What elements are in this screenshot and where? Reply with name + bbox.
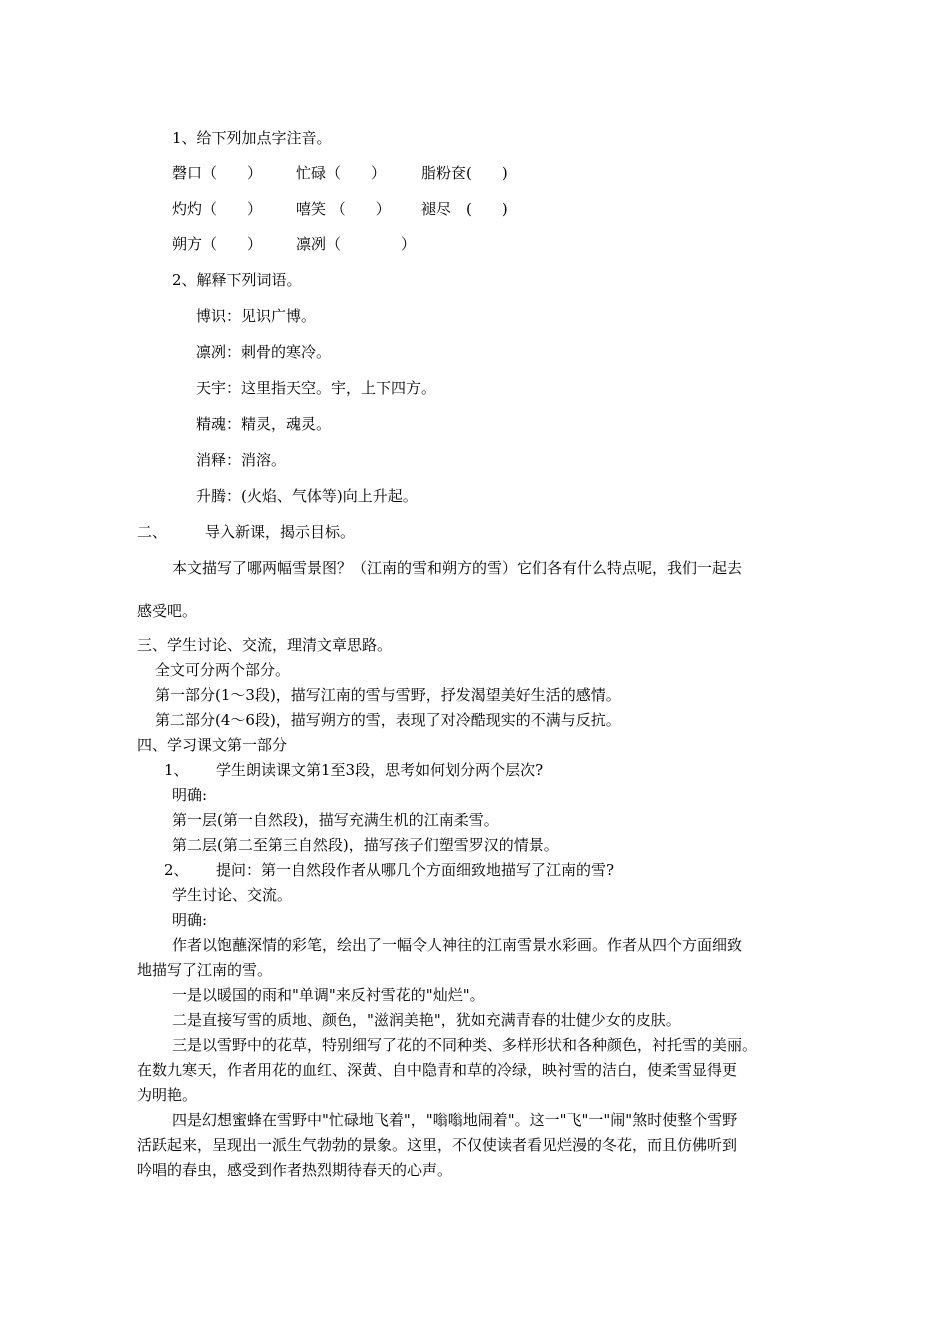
- definition-item: 博识：见识广博。: [196, 307, 317, 325]
- question-text: 学生朗读课文第1至3段，思考如何划分两个层次?: [216, 761, 544, 779]
- section-2-paragraph-line: 本文描写了哪两幅雪景图？（江南的雪和朔方的雪）它们各有什么特点呢，我们一起去: [172, 559, 743, 577]
- point-line: 在数九寒天，作者用花的血红、深黄、自中隐青和草的冷绿，映衬雪的洁白，使柔雪显得更: [137, 1061, 738, 1079]
- pinyin-item: 忙碌（ ）: [296, 164, 387, 182]
- section-3-line: 全文可分两个部分。: [155, 661, 291, 679]
- question-number: 1、: [164, 761, 189, 779]
- question-text: 提问：第一自然段作者从哪几个方面细致地描写了江南的雪?: [216, 861, 615, 879]
- pinyin-item: 灼灼（ ）: [172, 200, 263, 218]
- layer-line: 第二层(第二至第三自然段)，描写孩子们塑雪罗汉的情景。: [172, 836, 559, 854]
- question-1-title: 1、给下列加点字注音。: [172, 129, 332, 147]
- point-line: 三是以雪野中的花草，特别细写了花的不同种类、多样形状和各种颜色，衬托雪的美丽。: [172, 1036, 758, 1054]
- pinyin-item: 磬口（ ）: [172, 164, 263, 182]
- paragraph-line: 地描写了江南的雪。: [137, 961, 273, 979]
- pinyin-item: 朔方（ ）: [172, 235, 263, 253]
- section-3-line: 第一部分(1～3段)，描写江南的雪与雪野，抒发渴望美好生活的感情。: [155, 686, 621, 704]
- section-4-heading: 四、学习课文第一部分: [137, 736, 288, 754]
- discussion-line: 学生讨论、交流。: [172, 886, 293, 904]
- paragraph-line: 作者以饱蘸深情的彩笔，绘出了一幅令人神往的江南雪景水彩画。作者从四个方面细致: [172, 936, 743, 954]
- section-3-line: 第二部分(4～6段)，描写朔方的雪，表现了对冷酷现实的不满与反抗。: [155, 711, 621, 729]
- pinyin-item: 脂粉奁( ): [421, 164, 508, 182]
- definition-item: 升腾：(火焰、气体等)向上升起。: [196, 487, 418, 505]
- point-line: 吟唱的春虫，感受到作者热烈期待春天的心声。: [137, 1161, 453, 1179]
- pinyin-item: 褪尽 ( ): [421, 200, 508, 218]
- point-line: 活跃起来，呈现出一派生气勃勃的景象。这里，不仅使读者看见烂漫的冬花，而且仿佛听到: [137, 1136, 738, 1154]
- pinyin-item: 凛冽（ ）: [296, 235, 417, 253]
- section-3-heading: 三、学生讨论、交流，理清文章思路。: [137, 636, 393, 654]
- definition-item: 凛冽：刺骨的寒冷。: [196, 343, 332, 361]
- section-2-paragraph-line: 感受吧。: [137, 602, 198, 620]
- point-line: 为明艳。: [137, 1086, 198, 1104]
- question-number: 2、: [164, 861, 189, 879]
- layer-line: 第一层(第一自然段)，描写充满生机的江南柔雪。: [172, 811, 499, 829]
- section-2-number: 二、: [137, 523, 168, 541]
- definition-item: 消释：消溶。: [196, 451, 287, 469]
- point-line: 一是以暖国的雨和"单调"来反衬雪花的"灿烂"。: [172, 986, 485, 1004]
- pinyin-item: 嘻笑 （ ）: [296, 200, 391, 218]
- definition-item: 天宇：这里指天空。宇，上下四方。: [196, 379, 437, 397]
- answer-label: 明确:: [172, 911, 208, 929]
- section-2-heading: 导入新课，揭示目标。: [205, 523, 356, 541]
- point-line: 四是幻想蜜蜂在雪野中"忙碌地飞着"，"嗡嗡地闹着"。这一"飞"一"闹"煞时使整个雪野: [172, 1111, 738, 1129]
- question-2-title: 2、解释下列词语。: [172, 271, 302, 289]
- answer-label: 明确:: [172, 786, 208, 804]
- point-line: 二是直接写雪的质地、颜色，"滋润美艳"，犹如充满青春的壮健少女的皮肤。: [172, 1011, 681, 1029]
- definition-item: 精魂：精灵，魂灵。: [196, 415, 332, 433]
